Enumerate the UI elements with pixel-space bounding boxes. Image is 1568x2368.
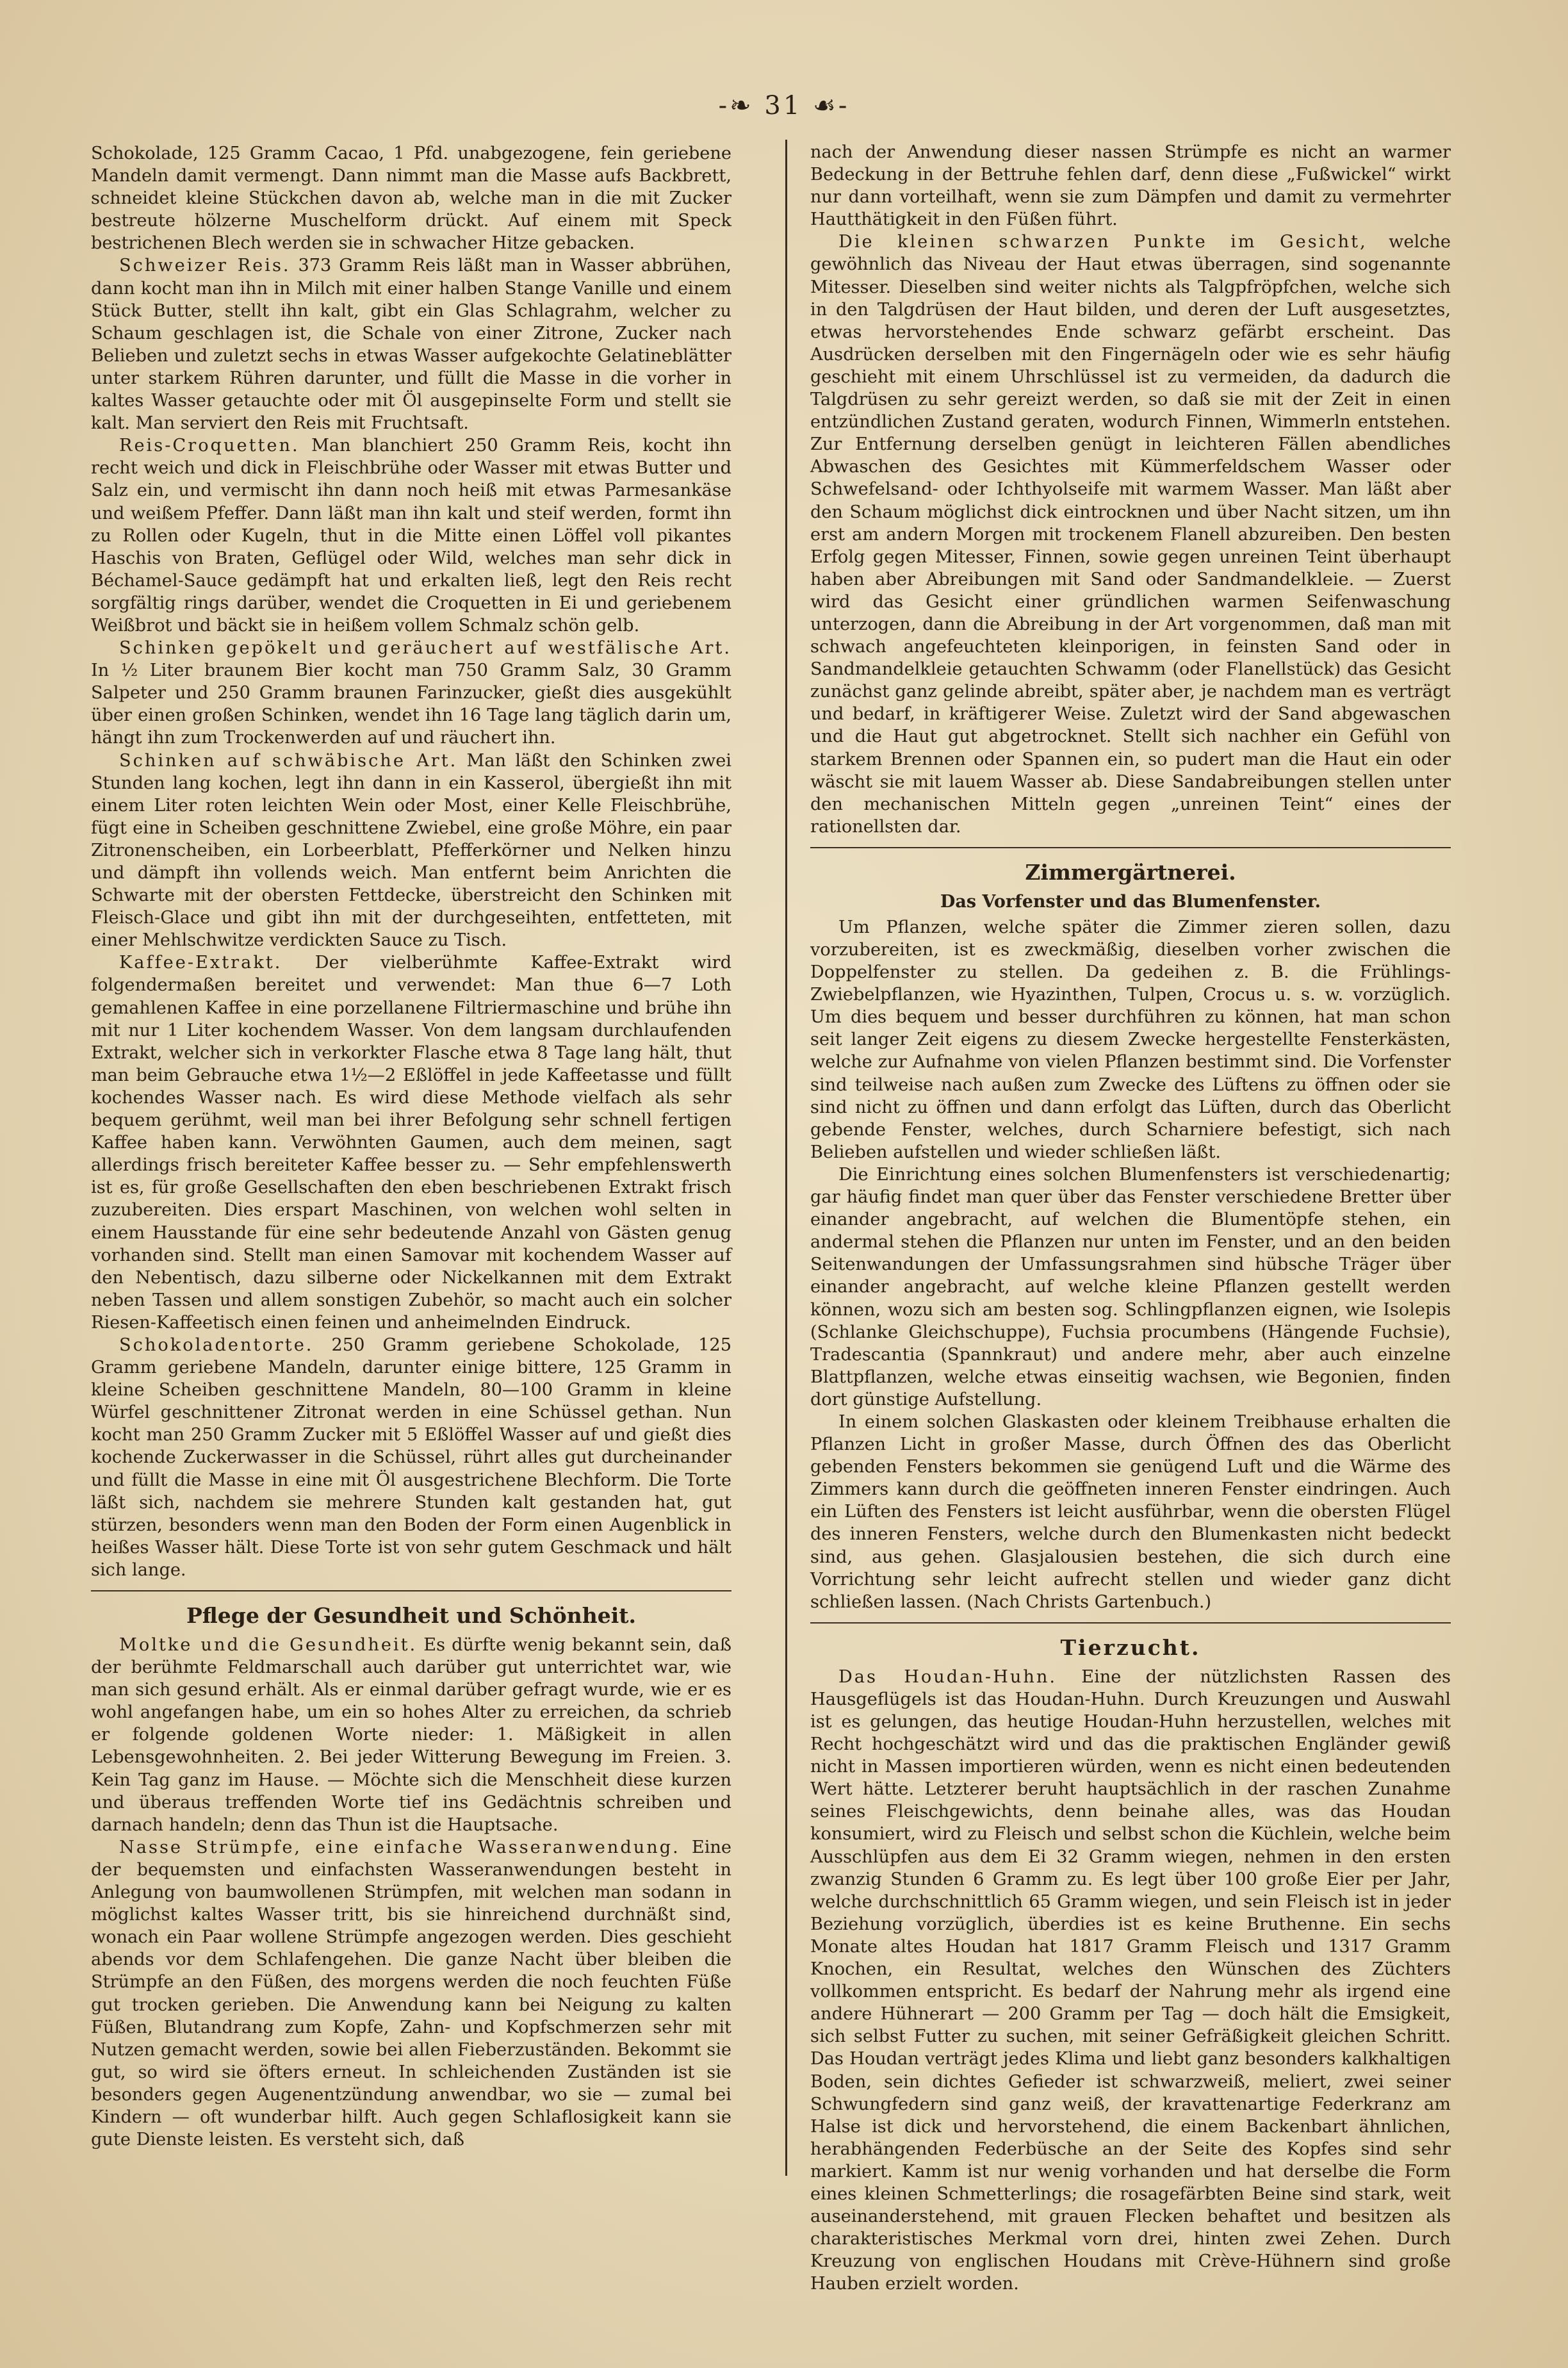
article-body: Man blanchiert 250 Gramm Reis, kocht ihn recht weich und dick in Fleischbrühe oder Wasser mit etwas Butter und Salz ein, und vermischt ihn dann noch heiß mit etwas Parmesankäse und weißem Pfeffer. Dann läßt man ihn kalt und steif werden, formt ihn zu Rollen oder Kugeln, thut in die Mitte einen Löffel voll pikantes Haschis von Braten, Geflügel oder Wild, welches man sehr dick in Béchamel-Sauce gedämpft hat und erkalten ließ, legt den Reis recht sorgfältig rings darüber, wendet die Croquetten in Ei und geriebenem Weißbrot und bäckt sie in heißem vollem Schmalz schön gelb. bbox=[91, 436, 731, 636]
article-westphalian-ham bbox=[91, 637, 731, 749]
article-swiss-rice bbox=[91, 254, 731, 434]
article-heading: Nasse Strümpfe, eine einfache Wasseranwendung. bbox=[119, 1837, 680, 1857]
section-rule bbox=[810, 847, 1451, 848]
article-heading: Schinken auf schwäbische Art. bbox=[119, 750, 458, 771]
article-heading: Reis-Croquetten. bbox=[119, 436, 300, 456]
paragraph-glass-case: In einem solchen Glaskasten oder kleinem Treibhause erhalten die Pflanzen Licht in großer Masse, durch Öffnen des das Oberlicht gebenden Fensters bekommen sie genügend Luft und die Wärme des Zimmers kann durch die geöffneten inneren Fenster eindringen. Auch ein Lüften des Fensters ist leicht ausführbar, wenn die obersten Flügel des inneren Fensters, welche durch den Blumenkasten nicht bedeckt sind, aus gehen. Glasjalousien bestehen, die sich durch eine Vorrichtung sehr leicht aufrecht stellen und wieder ganz dicht schließen lassen. (Nach Christs Gartenbuch.) bbox=[810, 1411, 1451, 1612]
article-houdan-chicken bbox=[810, 1666, 1451, 2296]
section-rule bbox=[810, 1622, 1451, 1624]
paragraph-wet-socks-continued: nach der Anwendung dieser nassen Strümpfe es nicht an warmer Bedeckung in der Bettruhe fehlen darf, denn diese „Fußwickel“ wirkt nur dann vorteilhaft, wenn sie zum Dämpfen und damit zu vermehrter Hautthätigkeit in den Füßen führt. bbox=[810, 142, 1451, 230]
article-body: Eine der bequemsten und einfachsten Wasseranwendungen besteht in Anlegung von baumwollenen Strümpfen, mit welchen man sodann in möglichst kaltes Wasser tritt, bis sie hinreichend durchnäßt sind, wonach ein Paar wollene Strümpfe angezogen werden. Dies geschieht abends vor dem Schlafengehen. Die ganze Nacht über bleiben die Strümpfe an den Füßen, des morgens werden die noch feuchten Füße gut trocken gerieben. Die Anwendung kann bei Neigung zu kalten Füßen, Blutandrang zum Kopfe, Zahn- und Kopfschmerzen sehr mit Nutzen gemacht werden, sowie bei allen Fieberzuständen. Bekommt sie gut, so wird sie öfters erneut. In schleichenden Zuständen ist sie besonders gegen Augenentzündung anwendbar, wo sie — zumal bei Kindern — oft wunderbar hilft. Auch gegen Schlaflosigkeit kann sie gute Dienste leisten. Es versteht sich, daß bbox=[91, 1837, 731, 2150]
ornament-left: -❧ bbox=[718, 91, 754, 120]
page-number-value: 31 bbox=[764, 91, 803, 120]
right-column bbox=[810, 141, 1451, 2295]
paragraph-storm-window: Um Pflanzen, welche später die Zimmer zieren sollen, dazu vorzubereiten, ist es zweckmäßig, dieselben vorher zwischen die Doppelfenster zu stellen. Da gedeihen z. B. die Frühlings-Zwiebelpflanzen, wie Hyazinthen, Tulpen, Crocus u. s. w. vorzüglich. Um dies bequem und besser durchführen zu können, hat man schon seit langer Zeit eigens zu diesem Zwecke hergestellte Fensterkästen, welche zur Aufnahme von vielen Pflanzen bestimmt sind. Die Vorfenster sind teilweise nach außen zum Zwecke des Lüftens zu öffnen oder sie sind nicht zu öffnen und dann erfolgt das Lüften, durch das Oberlicht gebende Fenster, welches, durch Scharniere befestigt, sich nach Belieben aufstellen und wieder schließen läßt. bbox=[810, 917, 1451, 1162]
article-blackheads bbox=[810, 231, 1451, 838]
article-body: welche gewöhnlich das Niveau der Haut etwas überragen, sind sogenannte Mitesser. Dieselben sind weiter nichts als Talgpfröpfchen, welche sich in den Talgdrüsen der Haut bilden, und deren der Luft ausgesetztes, etwas hervorstehendes Ende schwarz gefärbt erscheint. Das Ausdrücken derselben mit den Fingernägeln oder wie es sehr häufig geschieht mit einem Uhrschlüssel ist zu vermeiden, da dadurch die Talgdrüsen zu sehr gereizt werden, so daß sie mit der Zeit in einen entzündlichen Zustand geraten, wodurch Finnen, Wimmerln entstehen. Zur Entfernung derselben genügt in leichteren Fällen abendliches Abwaschen des Gesichtes mit Kümmerfeldschem Wasser oder Schwefelsand- oder Ichthyolseife mit warmem Wasser. Man läßt aber den Schaum möglichst dick eintrocknen und über Nacht sitzen, um ihn erst am andern Morgen mit trockenem Flanell abzureiben. Den besten Erfolg gegen Mitesser, Finnen, sowie gegen unreinen Teint überhaupt haben aber Abreibungen mit Sand oder Sandmandelkleie. — Zuerst wird das Gesicht einer gründlichen warmen Seifenwaschung unterzogen, dann die Abreibung in der Art vorgenommen, daß man mit schwach angefeuchteten kleinporigen, in feinsten Sand oder in Sandmandelkleie getauchten Schwamm (oder Flanellstück) das Gesicht zunächst ganz gelinde abreibt, später aber, je nachdem man es verträgt und bedarf, in kräftigerer Weise. Zuletzt wird der Sand abgewaschen und die Haut gut abgetrocknet. Stellt sich nachher ein Gefühl von starkem Brennen oder Spannen ein, so pudert man die Haut ein oder wäscht sie mit lauem Wasser ab. Diese Sandabreibungen stellen unter den mechanischen Mitteln gegen „unreinen Teint“ eines der rationellsten dar. bbox=[810, 232, 1451, 837]
article-moltke bbox=[91, 1634, 731, 1836]
article-heading: Das Houdan-Huhn. bbox=[838, 1666, 1057, 1687]
left-column bbox=[91, 142, 731, 2151]
section-title-health: Pflege der Gesundheit und Schönheit. bbox=[186, 1603, 637, 1628]
article-body: Der vielberühmte Kaffee-Extrakt wird folgendermaßen bereitet und verwendet: Man thue 6—7 Loth gemahlenen Kaffee in eine porzellanene Filtriermaschine und brühe ihn mit nur 1 Liter kochendem Wasser. Von dem langsam durchlaufenden Extrakt, welcher sich in verkorkter Flasche etwa 8 Tage lang hält, thut man beim Gebrauche etwa 1½—2 Eßlöffel in jede Kaffeetasse und füllt kochendes Wasser nach. Es wird diese Methode vielfach als sehr bequem gerühmt, weil man bei ihrer Befolgung sehr schnell fertigen Kaffee haben kann. Verwöhnten Gaumen, auch dem meinen, sagt allerdings frisch bereiteter Kaffee besser zu. — Sehr empfehlenswerth ist es, für große Gesellschaften den eben beschriebenen Extrakt frisch zuzubereiten. Dies erspart Maschinen, von welchen wohl selten in einem Hausstande für eine sehr bedeutende Anzahl von Gästen genug vorhanden sind. Stellt man einen Samovar mit kochendem Wasser auf den Nebentisch, dazu silberne oder Nickelkannen mit dem Extrakt neben Tassen und allem sonstigen Zubehör, so macht auch ein solcher Riesen-Kaffeetisch einen feinen und anheimelnden Eindruck. bbox=[91, 953, 731, 1333]
article-body: In ½ Liter braunem Bier kocht man 750 Gramm Salz, 30 Gramm Salpeter und 250 Gramm braunen Farinzucker, gießt dies ausgekühlt über einen großen Schinken, wendet ihn 16 Tage lang täglich darin um, hängt ihn zum Trockenwerden auf und räuchert ihn. bbox=[91, 661, 731, 748]
ornament-right: ☙- bbox=[813, 91, 850, 120]
page-number bbox=[0, 91, 1568, 120]
article-rice-croquettes bbox=[91, 434, 731, 637]
section-subtitle-windows: Das Vorfenster und das Blumenfenster. bbox=[940, 891, 1321, 912]
section-rule bbox=[91, 1590, 731, 1591]
article-heading: Die kleinen schwarzen Punkte im Gesicht, bbox=[838, 232, 1368, 252]
article-wet-socks bbox=[91, 1836, 731, 2151]
paragraph-chocolate-continued: Schokolade, 125 Gramm Cacao, 1 Pfd. unabgezogene, fein geriebene Mandeln damit vermengt. Dann nimmt man die Masse aufs Backbrett, schneidet kleine Stückchen davon ab, welche man in die mit Zucker bestreute hölzerne Muschelform drückt. Auf einem mit Speck bestrichenen Blech werden sie in schwacher Hitze gebacken. bbox=[91, 144, 731, 254]
section-title-animal-breeding: Tierzucht. bbox=[1060, 1634, 1201, 1660]
article-heading: Schokoladentorte. bbox=[119, 1335, 314, 1355]
article-chocolate-cake bbox=[91, 1334, 731, 1581]
article-coffee-extract bbox=[91, 951, 731, 1334]
article-heading: Moltke und die Gesundheit. bbox=[119, 1635, 418, 1655]
article-heading: Schweizer Reis. bbox=[119, 256, 291, 276]
column-divider bbox=[785, 140, 787, 2176]
article-body: Eine der nützlichsten Rassen des Hausgeflügels ist das Houdan-Huhn. Durch Kreuzungen und Auswahl ist es gelungen, das heutige Houdan-Huhn herzustellen, welches mit Recht hochgeschätzt wird und das die praktischen Engländer gewiß nicht in Massen importieren würden, wenn es nicht einen bedeutenden Wert hätte. Letzterer beruht hauptsächlich in der raschen Zunahme seines Fleischgewichts, denn beinahe alles, was das Houdan konsumiert, wird zu Fleisch und selbst schon die Küchlein, welche beim Ausschlüpfen aus dem Ei 32 Gramm wiegen, nehmen in den ersten zwanzig Stunden 6 Gramm zu. Es legt über 100 große Eier per Jahr, welche durchschnittlich 65 Gramm wiegen, und sein Fleisch ist in jeder Beziehung vorzüglich, überdies ist es keine Bruthenne. Ein sechs Monate altes Houdan hat 1817 Gramm Fleisch und 1317 Gramm Knochen, ein Resultat, welches den Wünschen des Züchters vollkommen entspricht. Es bedarf der Nahrung mehr als irgend eine andere Hühnerart — 200 Gramm per Tag — doch hält die Emsigkeit, sich selbst Futter zu suchen, mit seiner Gefräßigkeit gleichen Schritt. Das Houdan verträgt jedes Klima und liebt ganz besonders kalkhaltigen Boden, sein dichtes Gefieder ist schwarzweiß, meliert, zwei seiner Schwungfedern sind ganz weiß, der kravattenartige Federkranz am Halse ist dick und hervorstehend, die einem Backenbart ähnlichen, herabhängenden Federbüsche an der Seite des Kopfes sind sehr markiert. Kamm ist nur wenig vorhanden und hat derselbe die Form eines kleinen Schmetterlings; die rosagefärbten Beine sind stark, weit auseinanderstehend, mit grauen Flecken behaftet und besitzen als charakteristisches Merkmal vorn drei, hinten zwei Zehen. Durch Kreuzung von englischen Houdans mit Crève-Hühnern sind große Hauben erzielt worden. bbox=[810, 1666, 1451, 2294]
article-heading: Schinken gepökelt und geräuchert auf westfälische Art. bbox=[119, 638, 731, 659]
article-body: Man läßt den Schinken zwei Stunden lang kochen, legt ihn dann in ein Kasserol, übergießt ihn mit einem Liter roten leichten Wein oder Most, einer Kelle Fleischbrühe, fügt eine in Scheiben geschnittene Zwiebel, eine große Möhre, ein paar Zitronenscheiben, ein Lorbeerblatt, Pfefferkörner und Nelken hinzu und dämpft ihn vollends weich. Man entfernt beim Anrichten die Schwarte mit der obersten Fettdecke, überstreicht den Schinken mit Fleisch-Glace und gibt ihn mit der durchgeseihten, entfetteten, mit einer Mehlschwitze verdickten Sauce zu Tisch. bbox=[91, 750, 731, 951]
article-heading: Kaffee-Extrakt. bbox=[119, 953, 282, 973]
article-swabian-ham bbox=[91, 750, 731, 952]
section-title-indoor-gardening: Zimmergärtnerei. bbox=[1025, 859, 1236, 885]
article-body: 250 Gramm geriebene Schokolade, 125 Gramm geriebene Mandeln, darunter einige bittere, 125 Gramm in kleine Scheiben geschnittene Mandeln, 80—100 Gramm in kleine Würfel geschnittener Zitronat werden in eine Schüssel gethan. Nun kocht man 250 Gramm Zucker mit 5 Eßlöffel Wasser auf und gießt dies kochende Zuckerwasser in die Schüssel, rührt alles gut durcheinander und füllt die Masse in eine mit Öl ausgestrichene Blechform. Die Torte läßt sich, nachdem sie mehrere Stunden kalt gestanden hat, gut stürzen, besonders wenn man den Boden der Form einen Augenblick in heißes Wasser hält. Diese Torte ist von sehr gutem Geschmack und hält sich lange. bbox=[91, 1335, 731, 1580]
article-body: 373 Gramm Reis läßt man in Wasser abbrühen, dann kocht man ihn in Milch mit einer halben Stange Vanille und einem Stück Butter, stellt ihn kalt, gibt ein Glas Schlagrahm, welcher zu Schaum geschlagen ist, die Schale von einer Zitrone, Zucker nach Belieben und zuletzt sechs in etwas Wasser aufgekochte Gelatineblätter unter starkem Rühren darunter, und füllt die Masse in die vorher in kaltes Wasser getauchte oder mit Öl ausgepinselte Form und stellt sie kalt. Man serviert den Reis mit Fruchtsaft. bbox=[91, 256, 732, 434]
paragraph-flower-window: Die Einrichtung eines solchen Blumenfensters ist verschiedenartig; gar häufig findet man quer über das Fenster verschiedene Bretter über einander angebracht, auf welchen die Blumentöpfe stehen, ein andermal stehen die Pflanzen nur unten im Fenster, und an den beiden Seitenwandungen der Umfassungsrahmen sind hübsche Träger über einander angebracht, auf welche kleine Pflanzen gestellt werden können, wozu sich am besten sog. Schlingpflanzen eignen, wie Isolepis (Schlanke Gleichschuppe), Fuchsia procumbens (Hängende Fuchsie), Tradescantia (Spannkraut) und andere mehr, aber auch einzelne Blattpflanzen, welche etwas einseitig wachsen, wie Begonien, finden dort günstige Aufstellung. bbox=[810, 1164, 1451, 1410]
article-body: Es dürfte wenig bekannt sein, daß der berühmte Feldmarschall auch darüber gut unterrichtet war, wie man sich gesund erhält. Als er einmal darüber gefragt wurde, wie er es wohl angefangen habe, um ein so hohes Alter zu erreichen, da schrieb er folgende goldenen Worte nieder: 1. Mäßigkeit in allen Lebensgewohnheiten. 2. Bei jeder Witterung Bewegung im Freien. 3. Kein Tag ganz im Hause. — Möchte sich die Menschheit diese kurzen und überaus treffenden Worte tief ins Gedächtnis schreiben und darnach handeln; denn das Thun ist die Hauptsache. bbox=[91, 1635, 731, 1835]
